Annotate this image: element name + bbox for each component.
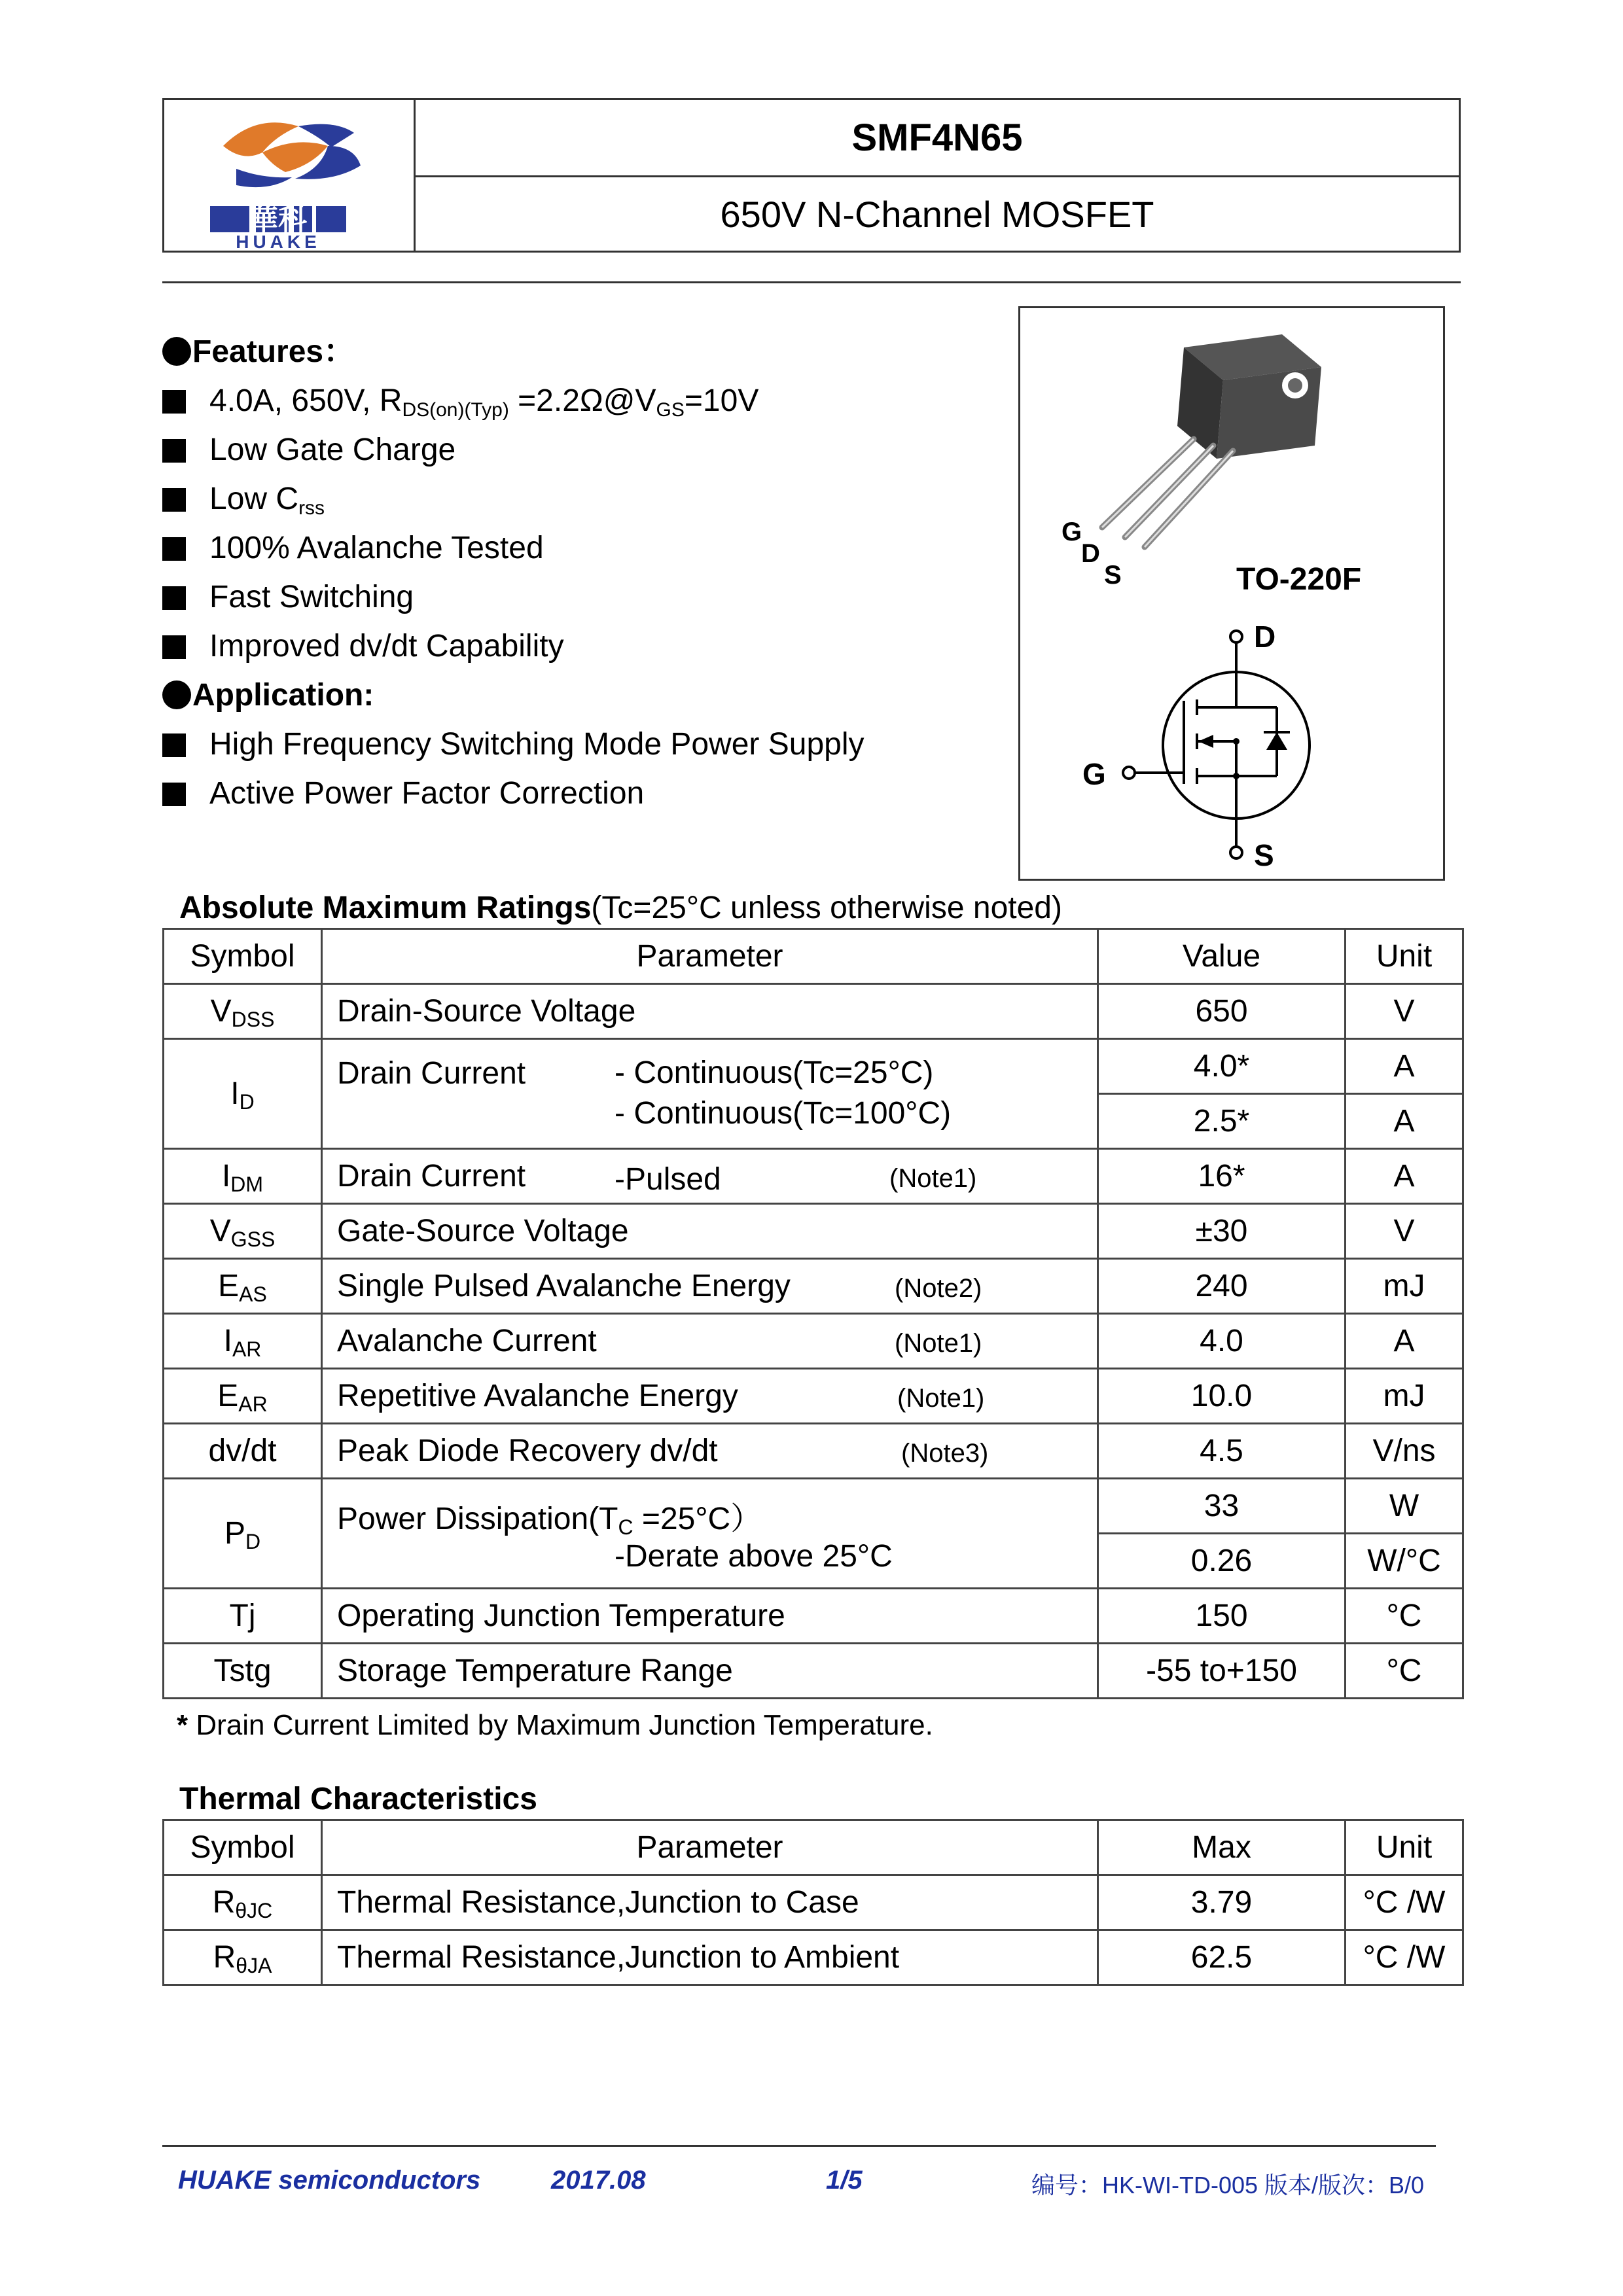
table-row: $R_{\theta JC}$ Thermal Resistance,Junction to Case 3.79 °C /W xyxy=(164,1875,1463,1930)
symbol-label-s: S xyxy=(1254,838,1274,872)
header-cell: Unit xyxy=(1346,1820,1463,1875)
feature-item: Fast Switching xyxy=(162,578,414,617)
footer-date: 2017.08 xyxy=(551,2166,646,2195)
header-cell: Max xyxy=(1098,1820,1346,1875)
table-row: $V_{DSS}$ Drain-Source Voltage 650 V xyxy=(164,984,1463,1039)
table-row: Tj Operating Junction Temperature 150 °C xyxy=(164,1589,1463,1644)
square-bullet-icon xyxy=(162,390,186,414)
footer-page: 1/5 xyxy=(826,2166,863,2195)
header-cell: Value xyxy=(1098,929,1346,984)
pin-label-d: D xyxy=(1081,539,1100,568)
header-box xyxy=(162,98,1461,253)
table-row: $R_{\theta JA}$ Thermal Resistance,Junction to Ambient 62.5 °C /W xyxy=(164,1930,1463,1985)
header-cell: Symbol xyxy=(164,929,322,984)
bullet-dot-icon xyxy=(162,680,191,709)
part-description: 650V N-Channel MOSFET xyxy=(720,193,1154,235)
package-name: TO-220F xyxy=(1236,562,1362,597)
table-row: $V_{GSS}$ Gate-Source Voltage ±30 V xyxy=(164,1204,1463,1259)
table-row: $I_D$ Drain Current - Continuous(Tc=25°C) - Continuous(Tc=100°C) 4.0* A xyxy=(164,1039,1463,1094)
huake-logo xyxy=(164,100,412,251)
table-header-row xyxy=(164,1820,1463,1875)
table-row: $P_D$ Power $Dissipation(T_C =25^\circ C)$ -Derate above 25°C 33 W xyxy=(164,1479,1463,1534)
table-row: dv/dt Peak Diode Recovery dv/dt (Note3) 4.5 V/ns xyxy=(164,1424,1463,1479)
feature-item: 100% Avalanche Tested xyxy=(162,529,544,568)
table-row: 0.26 W/°C xyxy=(164,1534,1463,1589)
table-row: $E_{AS}$ Single Pulsed Avalanche Energy (Note2) 240 mJ xyxy=(164,1259,1463,1314)
feature-item: Improved dv/dt Capability xyxy=(162,627,564,666)
feature-item: 4.0A, 650V, $R_{DS(on)(Typ)}$ $=2.2\Omega@V_{GS}=10V$ xyxy=(162,381,758,421)
abs-max-footnote: * Drain Current Limited by Maximum Junction Temperature. xyxy=(177,1709,933,1741)
table-row: $E_{AR}$ Repetitive Avalanche Energy (Note1) 10.0 mJ xyxy=(164,1369,1463,1424)
logo-cn-text: 華科 xyxy=(249,203,307,237)
abs-max-table xyxy=(162,928,1464,1699)
logo-cell xyxy=(164,100,416,251)
table-header-row xyxy=(164,929,1463,984)
header-cell: Parameter xyxy=(322,929,1098,984)
footer-divider xyxy=(162,2145,1436,2147)
thermal-table xyxy=(162,1819,1464,1986)
square-bullet-icon xyxy=(162,635,186,659)
square-bullet-icon xyxy=(162,586,186,610)
symbol-label-g: G xyxy=(1082,757,1106,791)
feature-item: Low $C_{rss}$ xyxy=(162,480,325,519)
table-row: $I_{DM}$ Drain Current -Pulsed (Note1) 16* A xyxy=(164,1149,1463,1204)
square-bullet-icon xyxy=(162,488,186,512)
footer-doc-info: 编号：HK-WI-TD-005 版本/版次：B/0 xyxy=(1031,2172,1425,2199)
footer-company: HUAKE semiconductors xyxy=(178,2166,481,2195)
bullet-dot-icon xyxy=(162,337,191,366)
features-heading: Features： xyxy=(162,332,355,372)
table-row: Tstg Storage Temperature Range -55 to+150 °C xyxy=(164,1644,1463,1699)
header-cell: Parameter xyxy=(322,1820,1098,1875)
header-cell: Unit xyxy=(1346,929,1463,984)
square-bullet-icon xyxy=(162,783,186,806)
pin-label-s: S xyxy=(1104,561,1122,590)
table-row: $I_{AR}$ Avalanche Current (Note1) 4.0 A xyxy=(164,1314,1463,1369)
application-heading: Application: xyxy=(162,676,374,715)
to220f-package-drawing xyxy=(1020,308,1443,879)
symbol-label-d: D xyxy=(1254,620,1276,654)
square-bullet-icon xyxy=(162,439,186,463)
header-cell: Symbol xyxy=(164,1820,322,1875)
abs-max-caption: Absolute Maximum Ratings(Tc=25°C unless otherwise noted) xyxy=(179,891,1062,925)
part-number: SMF4N65 xyxy=(416,100,1459,177)
feature-item: Low Gate Charge xyxy=(162,431,455,470)
pin-label-g: G xyxy=(1061,518,1082,546)
table-row: 2.5* A xyxy=(164,1094,1463,1149)
header-divider xyxy=(162,281,1461,283)
package-box xyxy=(1018,306,1445,881)
logo-en-text: HUAKE xyxy=(236,232,321,251)
application-item: Active Power Factor Correction xyxy=(162,774,644,813)
square-bullet-icon xyxy=(162,733,186,757)
application-item: High Frequency Switching Mode Power Supply xyxy=(162,725,865,764)
square-bullet-icon xyxy=(162,537,186,561)
thermal-caption: Thermal Characteristics xyxy=(179,1782,537,1816)
